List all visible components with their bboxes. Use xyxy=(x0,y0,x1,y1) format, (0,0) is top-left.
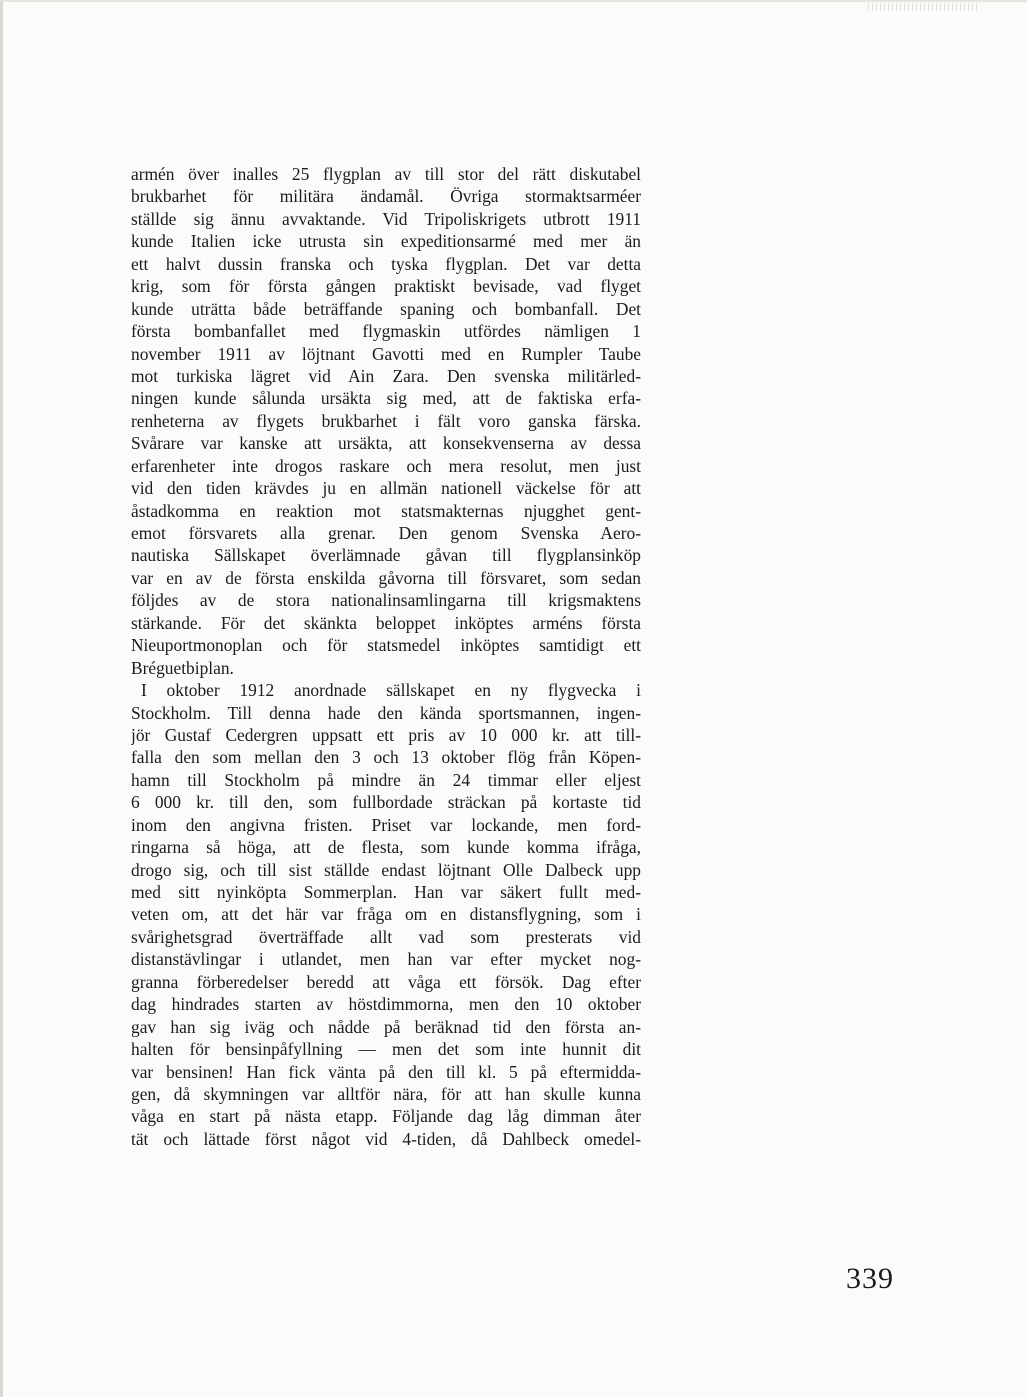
text-line: november 1911 av löjtnant Gavotti med en Rumpler Taube xyxy=(131,343,641,364)
text-line: gav han sig iväg och nådde på beräknad tid den första an- xyxy=(131,1016,641,1037)
text-line: följdes av de stora nationalinsamlingarna till krigsmaktens xyxy=(131,590,641,611)
text-line: granna förberedelser beredd att våga ett försök. Dag efter xyxy=(131,971,641,992)
text-line: inom den angivna fristen. Priset var lockande, men ford- xyxy=(131,814,641,835)
scan-speckle xyxy=(868,3,980,11)
text-line: Svårare var kanske att ursäkta, att konsekvenserna av dessa xyxy=(131,433,641,454)
text-line: krig, som för första gången praktiskt bevisade, vad flyget xyxy=(131,276,641,297)
text-line: ett halvt dussin franska och tyska flygplan. Det var detta xyxy=(131,253,641,274)
text-line: emot försvarets alla grenar. Den genom Svenska Aero- xyxy=(131,523,641,543)
text-line: jör Gustaf Cedergren uppsatt ett pris av 10 000 kr. att till- xyxy=(131,724,641,745)
text-line: åstadkomma en reaktion mot statsmakternas njugghet gent- xyxy=(131,500,641,521)
text-line: var en av de första enskilda gåvorna till försvaret, som sedan xyxy=(131,567,641,588)
text-line: ningen kunde sålunda ursäkta sig med, att de faktiska erfa- xyxy=(131,388,641,409)
text-line: svårighetsgrad överträffade allt vad som presterats vid xyxy=(131,926,641,947)
text-line: gen, då skymningen var alltför nära, för att han skulle kunna xyxy=(131,1083,641,1104)
text-line: nautiska Sällskapet överlämnade gåvan till flygplansinköp xyxy=(131,545,641,566)
text-line: vid den tiden krävdes ju en allmän nationell väckelse för att xyxy=(131,478,641,499)
text-line: brukbarhet för militära ändamål. Övriga stormaktsarméer xyxy=(131,186,641,207)
body-text xyxy=(131,163,641,1150)
text-line: halten för bensinpåfyllning — men det som inte hunnit dit xyxy=(131,1039,641,1060)
text-line: ställde sig ännu avvaktande. Vid Tripoliskrigets utbrott 1911 xyxy=(131,208,641,229)
text-line: Bréguetbiplan. xyxy=(131,657,234,678)
text-line: I oktober 1912 anordnade sällskapet en ny flygvecka i xyxy=(141,680,641,701)
page-number: 339 xyxy=(846,1262,894,1295)
text-line: drogo sig, och till sist ställde endast löjtnant Olle Dalbeck upp xyxy=(131,859,641,880)
text-line: renheterna av flygets brukbarhet i fält voro ganska färska. xyxy=(131,410,641,431)
text-line: tät och lättade först något vid 4-tiden, då Dahlbeck omedel- xyxy=(131,1128,641,1149)
text-line: veten om, att det här var fråga om en distansflygning, som i xyxy=(131,904,641,925)
text-line: mot turkiska lägret vid Ain Zara. Den svenska militärled- xyxy=(131,365,641,386)
text-line: erfarenheter inte drogos raskare och mera resolut, men just xyxy=(131,455,641,476)
text-line: distanstävlingar i utlandet, men han var efter mycket nog- xyxy=(131,949,641,970)
text-line: med sitt nyinköpta Sommerplan. Han var säkert fullt med- xyxy=(131,882,641,902)
text-line: ringarna så höga, att de flesta, som kunde komma ifråga, xyxy=(131,837,641,858)
text-line: 6 000 kr. till den, som fullbordade sträckan på kortaste tid xyxy=(131,792,641,813)
text-line: Nieuportmonoplan och för statsmedel inköptes samtidigt ett xyxy=(131,635,641,656)
text-line: dag hindrades starten av höstdimmorna, men den 10 oktober xyxy=(131,994,641,1015)
text-line: våga en start på nästa etapp. Följande dag låg dimman åter xyxy=(131,1106,641,1127)
text-line: Stockholm. Till denna hade den kända sportsmannen, ingen- xyxy=(131,702,641,723)
text-line: armén över inalles 25 flygplan av till stor del rätt diskutabel xyxy=(131,164,641,184)
text-line: var bensinen! Han fick vänta på den till kl. 5 på eftermidda- xyxy=(131,1061,641,1082)
text-line: första bombanfallet med flygmaskin utfördes nämligen 1 xyxy=(131,321,641,342)
text-line: kunde Italien icke utrusta sin expeditionsarmé med mer än xyxy=(131,231,641,252)
text-line: falla den som mellan den 3 och 13 oktober flög från Köpen- xyxy=(131,747,641,768)
text-line: kunde uträtta både beträffande spaning och bombanfall. Det xyxy=(131,298,641,319)
text-line: hamn till Stockholm på mindre än 24 timmar eller eljest xyxy=(131,769,641,790)
text-line: stärkande. För det skänkta beloppet inköptes arméns första xyxy=(131,612,641,633)
